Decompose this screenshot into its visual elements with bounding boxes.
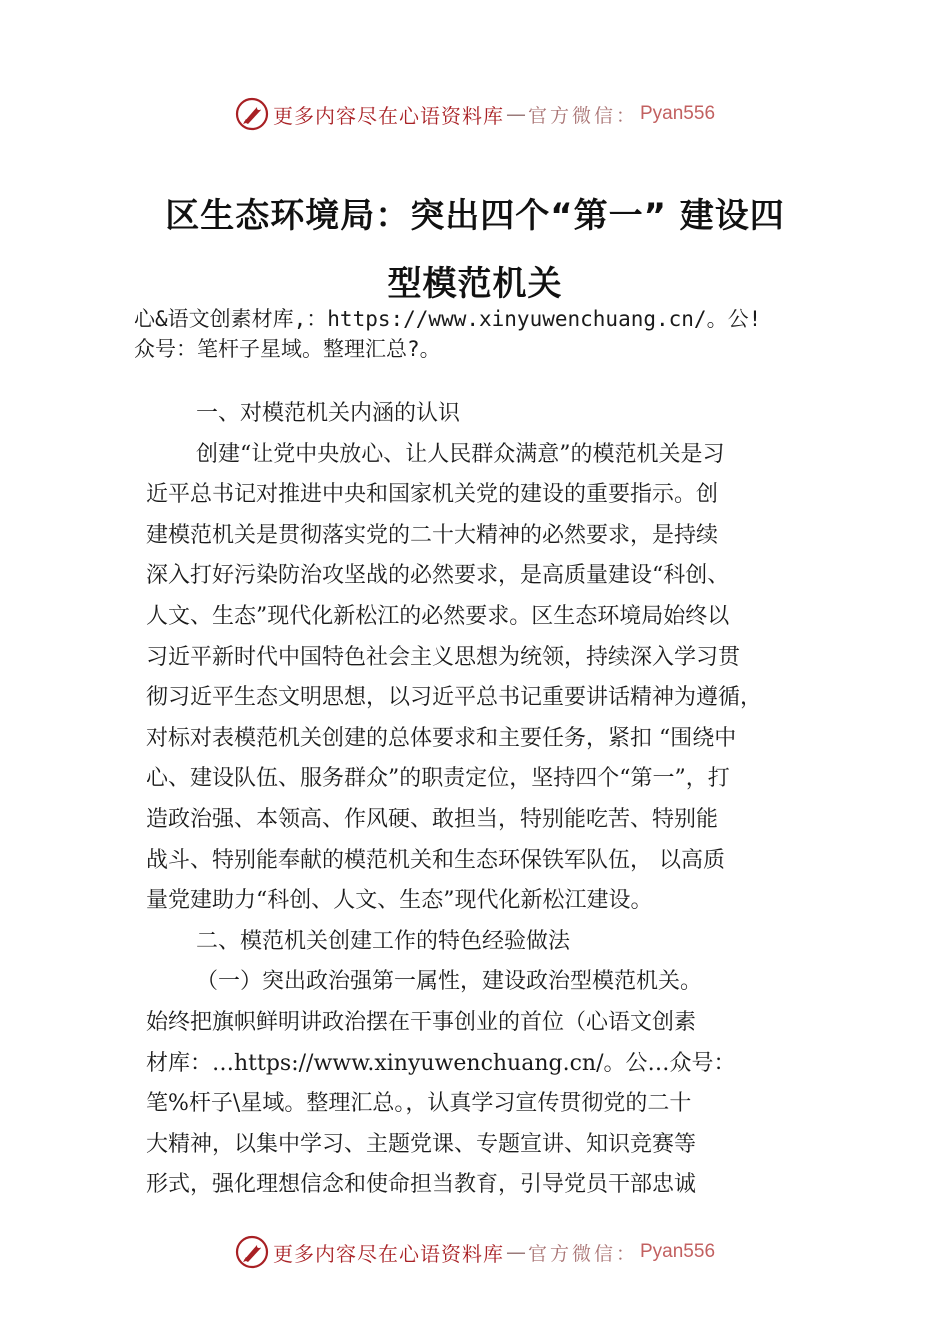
body-line: 心、建设队伍、服务群众”的职责定位，坚持四个“第一”，打	[146, 766, 730, 792]
footer-watermark-banner	[0, 1232, 950, 1272]
section-heading-2: 二、模范机关创建工作的特色经验做法	[196, 928, 571, 954]
document-body	[146, 394, 826, 1206]
banner-wechat-id: Pyan556	[640, 1241, 716, 1262]
body-line: 对标对表模范机关创建的总体要求和主要任务，紧扣 “围绕中	[146, 725, 737, 751]
banner-label: 官方微信：	[527, 104, 638, 127]
body-line: 大精神，以集中学习、主题党课、专题宣讲、知识竞赛等	[146, 1131, 697, 1157]
body-line: 形式，强化理想信念和使命担当教育，引导党员干部忠诚	[146, 1172, 697, 1198]
body-line: 创建“让党中央放心、让人民群众满意”的模范机关是习	[196, 441, 725, 467]
pen-nib-logo-icon	[235, 1235, 269, 1269]
banner-separator: —	[505, 102, 526, 126]
subsection-heading-1: （一）突出政治强第一属性，建设政治型模范机关。	[196, 969, 703, 995]
body-line: 建模范机关是贯彻落实党的二十大精神的必然要求，是持续	[146, 522, 719, 548]
body-line: 材库：…https://www.xinyuwenchuang.cn/。公…众号：	[146, 1050, 736, 1076]
document-title-line-2: 型模范机关	[387, 264, 563, 304]
source-note-line-2: 众号：笔杆子星域。整理汇总?。	[134, 337, 441, 361]
body-line: 习近平新时代中国特色社会主义思想为统领，持续深入学习贯	[146, 644, 741, 670]
banner-label: 官方微信：	[527, 1242, 638, 1265]
body-line: 战斗、特别能奉献的模范机关和生态环保铁军队伍， 以高质	[146, 847, 725, 873]
banner-wechat-id: Pyan556	[640, 103, 716, 124]
body-line: 深入打好污染防治攻坚战的必然要求，是高质量建设“科创、	[146, 563, 730, 589]
body-line: 量党建助力“科创、人文、生态”现代化新松江建设。	[146, 888, 653, 914]
body-line: 笔%杆子\星域。整理汇总。，认真学习宣传贯彻党的二十	[146, 1091, 692, 1117]
source-note-line-1: 心&语文创素材库,：https://www.xinyuwenchuang.cn/。公!	[134, 307, 762, 331]
body-line: 人文、生态”现代化新松江的必然要求。区生态环境局始终以	[146, 603, 730, 629]
banner-text: 更多内容尽在心语资料库	[272, 1241, 504, 1266]
body-line: 彻习近平生态文明思想，以习近平总书记重要讲话精神为遵循，	[146, 685, 763, 711]
section-heading-1: 一、对模范机关内涵的认识	[196, 401, 461, 426]
banner-text: 更多内容尽在心语资料库	[272, 103, 504, 128]
body-line: 近平总书记对推进中央和国家机关党的建设的重要指示。创	[146, 482, 719, 508]
body-line: 造政治强、本领高、作风硬、敢担当，特别能吃苦、特别能	[146, 806, 719, 832]
document-title-line-1: 区生态环境局：突出四个“第一” 建设四	[165, 196, 785, 236]
body-line: 始终把旗帜鲜明讲政治摆在干事创业的首位（心语文创素	[146, 1009, 697, 1035]
pen-nib-logo-icon	[235, 97, 269, 131]
banner-separator: —	[505, 1240, 526, 1264]
header-watermark-banner	[0, 94, 950, 134]
